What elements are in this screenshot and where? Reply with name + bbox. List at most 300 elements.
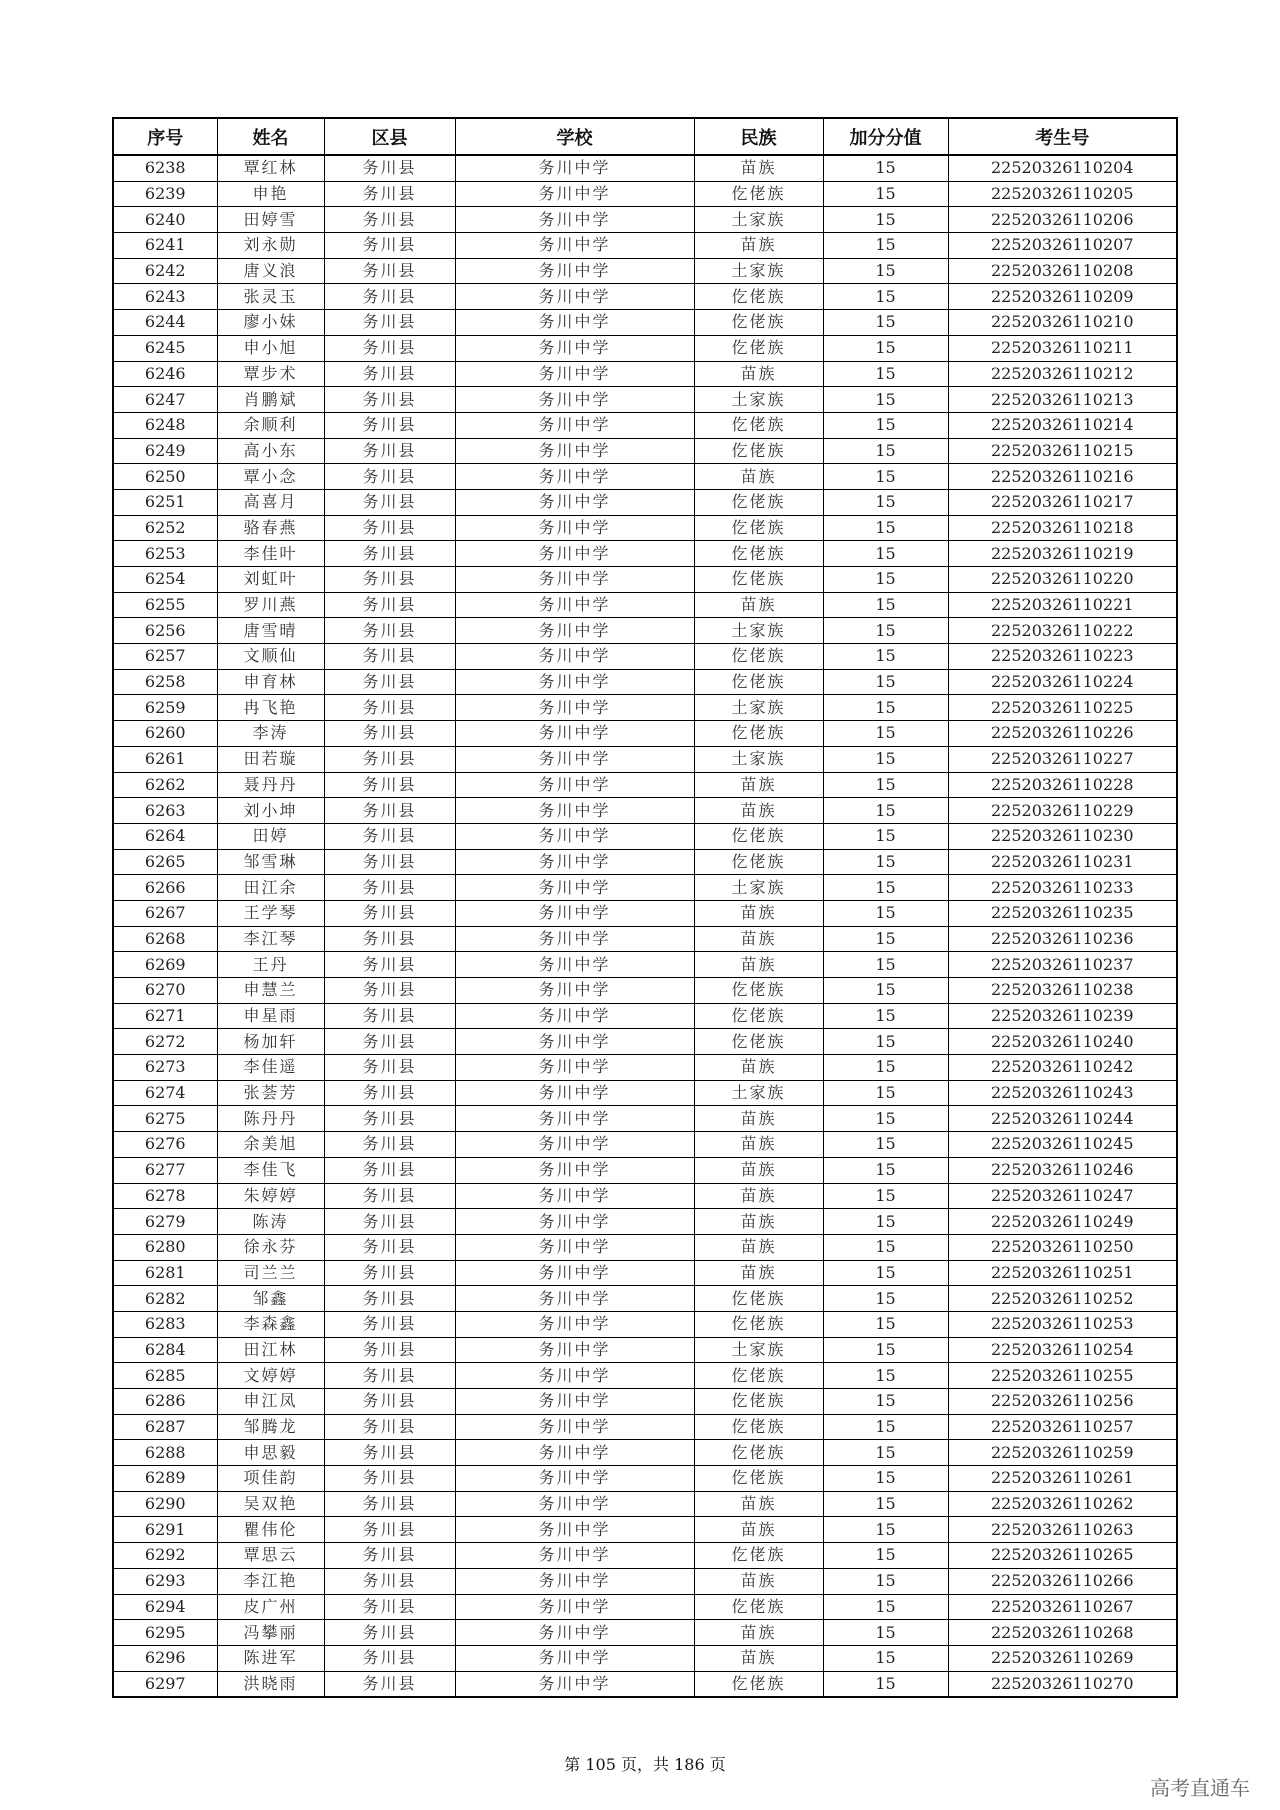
cell-bonus: 15	[823, 335, 948, 361]
cell-bonus: 15	[823, 1260, 948, 1286]
cell-county: 务川县	[324, 387, 455, 413]
cell-ethnicity: 仡佬族	[694, 1440, 823, 1466]
cell-ethnicity: 仡佬族	[694, 284, 823, 310]
cell-school: 务川中学	[455, 258, 694, 284]
cell-county: 务川县	[324, 1671, 455, 1697]
cell-ethnicity: 仡佬族	[694, 1414, 823, 1440]
cell-seq: 6261	[113, 746, 217, 772]
cell-county: 务川县	[324, 772, 455, 798]
cell-school: 务川中学	[455, 592, 694, 618]
cell-county: 务川县	[324, 592, 455, 618]
cell-exam-id: 22520326110262	[948, 1491, 1177, 1517]
cell-exam-id: 22520326110229	[948, 798, 1177, 824]
table-row	[113, 1594, 1177, 1620]
cell-county: 务川县	[324, 1363, 455, 1389]
cell-exam-id: 22520326110259	[948, 1440, 1177, 1466]
cell-bonus: 15	[823, 900, 948, 926]
cell-exam-id: 22520326110256	[948, 1389, 1177, 1415]
cell-seq: 6263	[113, 798, 217, 824]
cell-exam-id: 22520326110217	[948, 489, 1177, 515]
cell-bonus: 15	[823, 952, 948, 978]
cell-exam-id: 22520326110208	[948, 258, 1177, 284]
cell-ethnicity: 仡佬族	[694, 181, 823, 207]
cell-school: 务川中学	[455, 387, 694, 413]
cell-seq: 6250	[113, 464, 217, 490]
cell-ethnicity: 苗族	[694, 464, 823, 490]
cell-name: 李涛	[217, 721, 324, 747]
cell-ethnicity: 苗族	[694, 155, 823, 181]
cell-bonus: 15	[823, 1543, 948, 1569]
cell-name: 冯攀丽	[217, 1620, 324, 1646]
cell-school: 务川中学	[455, 1234, 694, 1260]
cell-exam-id: 22520326110240	[948, 1029, 1177, 1055]
cell-county: 务川县	[324, 1594, 455, 1620]
cell-name: 李佳飞	[217, 1157, 324, 1183]
table-row	[113, 1491, 1177, 1517]
table-row	[113, 978, 1177, 1004]
cell-bonus: 15	[823, 155, 948, 181]
cell-ethnicity: 苗族	[694, 798, 823, 824]
cell-exam-id: 22520326110219	[948, 541, 1177, 567]
cell-ethnicity: 仡佬族	[694, 1003, 823, 1029]
cell-county: 务川县	[324, 361, 455, 387]
cell-seq: 6296	[113, 1645, 217, 1671]
cell-ethnicity: 仡佬族	[694, 1363, 823, 1389]
table-row	[113, 1132, 1177, 1158]
cell-bonus: 15	[823, 361, 948, 387]
table-row	[113, 335, 1177, 361]
cell-name: 李江艳	[217, 1568, 324, 1594]
cell-bonus: 15	[823, 541, 948, 567]
cell-name: 廖小妹	[217, 310, 324, 336]
cell-county: 务川县	[324, 1543, 455, 1569]
cell-school: 务川中学	[455, 284, 694, 310]
cell-ethnicity: 苗族	[694, 1183, 823, 1209]
cell-name: 李森鑫	[217, 1311, 324, 1337]
cell-seq: 6246	[113, 361, 217, 387]
cell-exam-id: 22520326110204	[948, 155, 1177, 181]
cell-seq: 6283	[113, 1311, 217, 1337]
cell-exam-id: 22520326110246	[948, 1157, 1177, 1183]
cell-school: 务川中学	[455, 1260, 694, 1286]
cell-school: 务川中学	[455, 1620, 694, 1646]
cell-exam-id: 22520326110244	[948, 1106, 1177, 1132]
cell-exam-id: 22520326110243	[948, 1080, 1177, 1106]
table-row	[113, 1209, 1177, 1235]
cell-seq: 6257	[113, 644, 217, 670]
cell-county: 务川县	[324, 926, 455, 952]
cell-county: 务川县	[324, 952, 455, 978]
table-row	[113, 489, 1177, 515]
cell-ethnicity: 苗族	[694, 1645, 823, 1671]
cell-ethnicity: 土家族	[694, 387, 823, 413]
table-row	[113, 361, 1177, 387]
cell-ethnicity: 苗族	[694, 926, 823, 952]
cell-exam-id: 22520326110251	[948, 1260, 1177, 1286]
cell-bonus: 15	[823, 258, 948, 284]
cell-county: 务川县	[324, 1440, 455, 1466]
cell-county: 务川县	[324, 1055, 455, 1081]
cell-exam-id: 22520326110206	[948, 207, 1177, 233]
cell-name: 余顺利	[217, 412, 324, 438]
cell-bonus: 15	[823, 978, 948, 1004]
cell-bonus: 15	[823, 618, 948, 644]
header-exam-id: 考生号	[948, 118, 1177, 155]
cell-seq: 6258	[113, 669, 217, 695]
cell-exam-id: 22520326110267	[948, 1594, 1177, 1620]
cell-seq: 6291	[113, 1517, 217, 1543]
cell-ethnicity: 仡佬族	[694, 1029, 823, 1055]
cell-county: 务川县	[324, 695, 455, 721]
cell-name: 覃步术	[217, 361, 324, 387]
cell-school: 务川中学	[455, 695, 694, 721]
cell-county: 务川县	[324, 567, 455, 593]
cell-name: 项佳韵	[217, 1466, 324, 1492]
cell-ethnicity: 土家族	[694, 746, 823, 772]
cell-name: 申育林	[217, 669, 324, 695]
cell-bonus: 15	[823, 592, 948, 618]
cell-name: 骆春燕	[217, 515, 324, 541]
table-row	[113, 567, 1177, 593]
table-row	[113, 387, 1177, 413]
cell-school: 务川中学	[455, 567, 694, 593]
cell-ethnicity: 土家族	[694, 258, 823, 284]
cell-bonus: 15	[823, 695, 948, 721]
cell-school: 务川中学	[455, 438, 694, 464]
cell-county: 务川县	[324, 798, 455, 824]
cell-exam-id: 22520326110207	[948, 233, 1177, 259]
cell-school: 务川中学	[455, 1055, 694, 1081]
cell-name: 邹腾龙	[217, 1414, 324, 1440]
cell-bonus: 15	[823, 489, 948, 515]
cell-ethnicity: 土家族	[694, 875, 823, 901]
cell-name: 洪晓雨	[217, 1671, 324, 1697]
cell-seq: 6277	[113, 1157, 217, 1183]
cell-seq: 6272	[113, 1029, 217, 1055]
cell-seq: 6245	[113, 335, 217, 361]
table-row	[113, 618, 1177, 644]
cell-bonus: 15	[823, 926, 948, 952]
cell-county: 务川县	[324, 1209, 455, 1235]
cell-county: 务川县	[324, 335, 455, 361]
cell-school: 务川中学	[455, 1568, 694, 1594]
cell-school: 务川中学	[455, 1363, 694, 1389]
cell-school: 务川中学	[455, 1106, 694, 1132]
table-row	[113, 515, 1177, 541]
cell-name: 余美旭	[217, 1132, 324, 1158]
cell-seq: 6254	[113, 567, 217, 593]
cell-bonus: 15	[823, 1106, 948, 1132]
cell-bonus: 15	[823, 823, 948, 849]
cell-county: 务川县	[324, 1568, 455, 1594]
cell-county: 务川县	[324, 412, 455, 438]
cell-seq: 6286	[113, 1389, 217, 1415]
cell-exam-id: 22520326110255	[948, 1363, 1177, 1389]
cell-bonus: 15	[823, 181, 948, 207]
table-row	[113, 1157, 1177, 1183]
cell-name: 陈涛	[217, 1209, 324, 1235]
results-table	[112, 117, 1178, 1698]
cell-seq: 6260	[113, 721, 217, 747]
cell-bonus: 15	[823, 412, 948, 438]
cell-name: 瞿伟伦	[217, 1517, 324, 1543]
cell-county: 务川县	[324, 438, 455, 464]
cell-school: 务川中学	[455, 1157, 694, 1183]
cell-exam-id: 22520326110223	[948, 644, 1177, 670]
cell-seq: 6266	[113, 875, 217, 901]
header-bonus: 加分分值	[823, 118, 948, 155]
table-row	[113, 464, 1177, 490]
cell-school: 务川中学	[455, 1080, 694, 1106]
table-row	[113, 1106, 1177, 1132]
cell-bonus: 15	[823, 1311, 948, 1337]
cell-name: 刘虹叶	[217, 567, 324, 593]
cell-ethnicity: 仡佬族	[694, 541, 823, 567]
cell-ethnicity: 苗族	[694, 1260, 823, 1286]
cell-ethnicity: 仡佬族	[694, 1543, 823, 1569]
cell-school: 务川中学	[455, 875, 694, 901]
cell-school: 务川中学	[455, 926, 694, 952]
table-row	[113, 412, 1177, 438]
cell-county: 务川县	[324, 489, 455, 515]
cell-name: 田婷	[217, 823, 324, 849]
cell-name: 张荟芳	[217, 1080, 324, 1106]
table-row	[113, 772, 1177, 798]
cell-school: 务川中学	[455, 1543, 694, 1569]
cell-seq: 6290	[113, 1491, 217, 1517]
cell-exam-id: 22520326110261	[948, 1466, 1177, 1492]
cell-ethnicity: 苗族	[694, 772, 823, 798]
cell-ethnicity: 仡佬族	[694, 489, 823, 515]
cell-school: 务川中学	[455, 515, 694, 541]
cell-school: 务川中学	[455, 746, 694, 772]
cell-county: 务川县	[324, 1645, 455, 1671]
cell-bonus: 15	[823, 1157, 948, 1183]
table-row	[113, 1080, 1177, 1106]
cell-bonus: 15	[823, 1389, 948, 1415]
table-row	[113, 1671, 1177, 1697]
cell-seq: 6259	[113, 695, 217, 721]
cell-name: 申星雨	[217, 1003, 324, 1029]
cell-name: 文顺仙	[217, 644, 324, 670]
cell-name: 邹鑫	[217, 1286, 324, 1312]
cell-ethnicity: 仡佬族	[694, 823, 823, 849]
cell-ethnicity: 苗族	[694, 1157, 823, 1183]
cell-county: 务川县	[324, 1389, 455, 1415]
cell-school: 务川中学	[455, 1029, 694, 1055]
table-row	[113, 1183, 1177, 1209]
cell-exam-id: 22520326110220	[948, 567, 1177, 593]
cell-exam-id: 22520326110239	[948, 1003, 1177, 1029]
table-row	[113, 1620, 1177, 1646]
cell-exam-id: 22520326110209	[948, 284, 1177, 310]
cell-school: 务川中学	[455, 464, 694, 490]
cell-ethnicity: 苗族	[694, 1106, 823, 1132]
cell-school: 务川中学	[455, 669, 694, 695]
cell-exam-id: 22520326110213	[948, 387, 1177, 413]
cell-county: 务川县	[324, 644, 455, 670]
cell-bonus: 15	[823, 1517, 948, 1543]
cell-exam-id: 22520326110230	[948, 823, 1177, 849]
cell-name: 刘小坤	[217, 798, 324, 824]
cell-seq: 6279	[113, 1209, 217, 1235]
cell-school: 务川中学	[455, 721, 694, 747]
cell-county: 务川县	[324, 181, 455, 207]
cell-seq: 6274	[113, 1080, 217, 1106]
cell-county: 务川县	[324, 464, 455, 490]
cell-bonus: 15	[823, 284, 948, 310]
cell-name: 田江林	[217, 1337, 324, 1363]
cell-county: 务川县	[324, 978, 455, 1004]
table-row	[113, 592, 1177, 618]
cell-name: 王丹	[217, 952, 324, 978]
cell-ethnicity: 仡佬族	[694, 1389, 823, 1415]
cell-name: 田若璇	[217, 746, 324, 772]
cell-ethnicity: 仡佬族	[694, 1671, 823, 1697]
cell-ethnicity: 苗族	[694, 1132, 823, 1158]
table-row	[113, 541, 1177, 567]
cell-school: 务川中学	[455, 1517, 694, 1543]
cell-bonus: 15	[823, 1080, 948, 1106]
cell-county: 务川县	[324, 1466, 455, 1492]
cell-name: 申思毅	[217, 1440, 324, 1466]
table-row	[113, 1003, 1177, 1029]
cell-seq: 6280	[113, 1234, 217, 1260]
cell-school: 务川中学	[455, 823, 694, 849]
table-row	[113, 258, 1177, 284]
cell-school: 务川中学	[455, 1286, 694, 1312]
table-row	[113, 1389, 1177, 1415]
cell-county: 务川县	[324, 1517, 455, 1543]
table-row	[113, 181, 1177, 207]
cell-county: 务川县	[324, 1106, 455, 1132]
cell-seq: 6281	[113, 1260, 217, 1286]
cell-county: 务川县	[324, 541, 455, 567]
cell-seq: 6239	[113, 181, 217, 207]
cell-name: 邹雪琳	[217, 849, 324, 875]
cell-bonus: 15	[823, 310, 948, 336]
cell-school: 务川中学	[455, 1337, 694, 1363]
cell-exam-id: 22520326110269	[948, 1645, 1177, 1671]
cell-exam-id: 22520326110265	[948, 1543, 1177, 1569]
cell-school: 务川中学	[455, 489, 694, 515]
table-row	[113, 721, 1177, 747]
cell-bonus: 15	[823, 875, 948, 901]
cell-bonus: 15	[823, 567, 948, 593]
cell-county: 务川县	[324, 258, 455, 284]
table-row	[113, 1414, 1177, 1440]
cell-ethnicity: 苗族	[694, 361, 823, 387]
cell-seq: 6295	[113, 1620, 217, 1646]
cell-ethnicity: 苗族	[694, 1517, 823, 1543]
table-row	[113, 1055, 1177, 1081]
cell-exam-id: 22520326110211	[948, 335, 1177, 361]
cell-seq: 6282	[113, 1286, 217, 1312]
cell-ethnicity: 仡佬族	[694, 515, 823, 541]
cell-seq: 6284	[113, 1337, 217, 1363]
table-row	[113, 310, 1177, 336]
cell-seq: 6265	[113, 849, 217, 875]
cell-seq: 6238	[113, 155, 217, 181]
cell-name: 冉飞艳	[217, 695, 324, 721]
cell-school: 务川中学	[455, 1003, 694, 1029]
cell-exam-id: 22520326110249	[948, 1209, 1177, 1235]
cell-ethnicity: 仡佬族	[694, 849, 823, 875]
cell-bonus: 15	[823, 1594, 948, 1620]
cell-ethnicity: 仡佬族	[694, 412, 823, 438]
cell-county: 务川县	[324, 310, 455, 336]
cell-name: 陈丹丹	[217, 1106, 324, 1132]
cell-bonus: 15	[823, 1440, 948, 1466]
cell-county: 务川县	[324, 721, 455, 747]
cell-name: 高小东	[217, 438, 324, 464]
cell-county: 务川县	[324, 1414, 455, 1440]
cell-ethnicity: 仡佬族	[694, 310, 823, 336]
cell-ethnicity: 仡佬族	[694, 1594, 823, 1620]
cell-county: 务川县	[324, 849, 455, 875]
header-seq: 序号	[113, 118, 217, 155]
cell-school: 务川中学	[455, 978, 694, 1004]
cell-school: 务川中学	[455, 900, 694, 926]
cell-seq: 6288	[113, 1440, 217, 1466]
cell-seq: 6251	[113, 489, 217, 515]
table-row	[113, 1029, 1177, 1055]
cell-bonus: 15	[823, 1132, 948, 1158]
cell-ethnicity: 苗族	[694, 1568, 823, 1594]
cell-seq: 6249	[113, 438, 217, 464]
table-header-row	[113, 118, 1177, 155]
cell-name: 田婷雪	[217, 207, 324, 233]
cell-name: 朱婷婷	[217, 1183, 324, 1209]
cell-school: 务川中学	[455, 541, 694, 567]
cell-exam-id: 22520326110235	[948, 900, 1177, 926]
cell-ethnicity: 苗族	[694, 1209, 823, 1235]
cell-ethnicity: 仡佬族	[694, 438, 823, 464]
cell-ethnicity: 仡佬族	[694, 1311, 823, 1337]
cell-seq: 6242	[113, 258, 217, 284]
cell-name: 李佳遥	[217, 1055, 324, 1081]
table-row	[113, 875, 1177, 901]
cell-seq: 6241	[113, 233, 217, 259]
cell-exam-id: 22520326110252	[948, 1286, 1177, 1312]
cell-county: 务川县	[324, 284, 455, 310]
cell-county: 务川县	[324, 1157, 455, 1183]
cell-exam-id: 22520326110254	[948, 1337, 1177, 1363]
cell-seq: 6255	[113, 592, 217, 618]
cell-seq: 6270	[113, 978, 217, 1004]
cell-school: 务川中学	[455, 310, 694, 336]
table-row	[113, 1286, 1177, 1312]
cell-seq: 6244	[113, 310, 217, 336]
cell-county: 务川县	[324, 900, 455, 926]
table-row	[113, 900, 1177, 926]
cell-county: 务川县	[324, 155, 455, 181]
cell-bonus: 15	[823, 1466, 948, 1492]
table-row	[113, 1466, 1177, 1492]
cell-school: 务川中学	[455, 772, 694, 798]
cell-seq: 6247	[113, 387, 217, 413]
cell-name: 陈进军	[217, 1645, 324, 1671]
table-row	[113, 1517, 1177, 1543]
cell-name: 皮广州	[217, 1594, 324, 1620]
table-row	[113, 155, 1177, 181]
cell-name: 高喜月	[217, 489, 324, 515]
cell-name: 李江琴	[217, 926, 324, 952]
cell-name: 覃红林	[217, 155, 324, 181]
cell-bonus: 15	[823, 515, 948, 541]
cell-bonus: 15	[823, 1414, 948, 1440]
cell-exam-id: 22520326110236	[948, 926, 1177, 952]
